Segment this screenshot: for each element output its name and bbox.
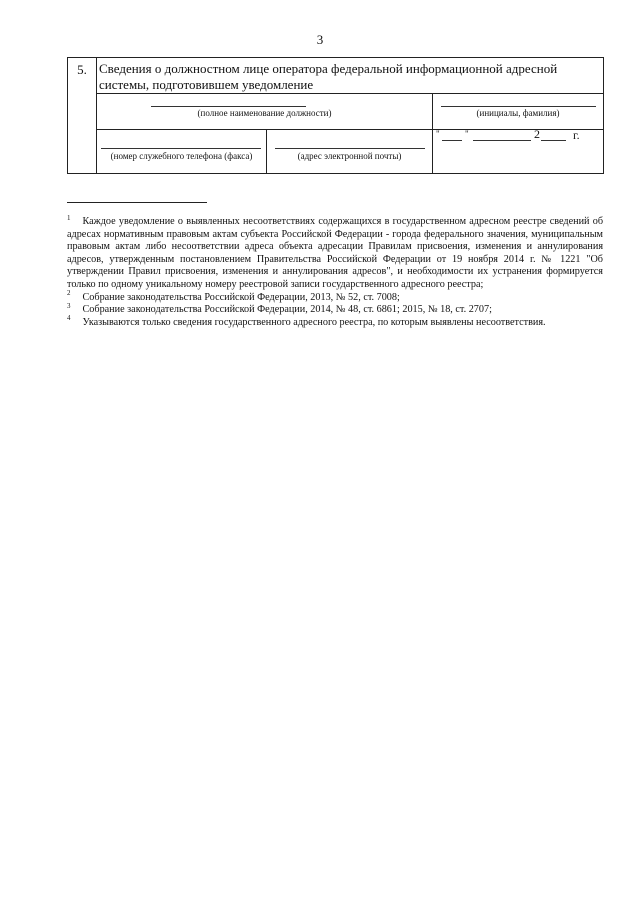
section-number: 5. bbox=[68, 58, 97, 174]
date-field[interactable] bbox=[433, 127, 604, 174]
phone-field[interactable] bbox=[97, 130, 267, 174]
footnote-1: $^1$ Каждое уведомление о выявленных несоответствиях содержащихся в государственном адресном реестре сведений об адресах нормативным правовым актам субъекта Российской Федерации - города федерального значения, муниципальным правовым актам либо несоответствии адреса объекта адресации Правилам присвоения, изменения и аннулирования адресов, утвержденным постановлением Правительства Российской Федерации от 19 ноября 2014 г. № 1221 "Об утверждении Правил присвоения, изменения и аннулирования адресов", и необходимости их устранения формируется только по одному уникальному номеру реестровой записи государственного адресного реестра; bbox=[67, 213, 603, 290]
footnote-2: $^2$ Собрание законодательства Российской Федерации, 2013, № 52, ст. 7008; bbox=[67, 289, 400, 303]
footnote-separator bbox=[67, 202, 207, 203]
page-number: 3 bbox=[316, 32, 324, 47]
date-quote-open: " bbox=[436, 129, 440, 139]
phone-caption: (номер служебного телефона (факса) bbox=[110, 151, 253, 161]
date-year-digit: 2 bbox=[534, 127, 540, 141]
footnote-3: $^3$ Собрание законодательства Российской Федерации, 2014, № 48, ст. 6861; 2015, № 18, ст. 2707; bbox=[67, 301, 492, 316]
position-caption: (полное наименование должности) bbox=[197, 108, 332, 118]
email-caption: (адрес электронной почты) bbox=[297, 151, 402, 161]
footnotes bbox=[67, 213, 603, 329]
date-quote-close: " bbox=[465, 129, 469, 139]
section-title: Сведения о должностном лице оператора федеральной информационной адресной системы, подготовившем уведомление bbox=[97, 58, 604, 94]
date-year-suffix: г. bbox=[573, 128, 580, 142]
footnote-4: $^4$ Указываются только сведения государственного адресного реестра, по которым выявлены несоответствия. bbox=[67, 314, 546, 328]
position-field[interactable] bbox=[97, 94, 433, 130]
name-field[interactable] bbox=[433, 94, 604, 130]
name-caption: (инициалы, фамилия) bbox=[476, 108, 560, 118]
official-info-table bbox=[67, 57, 604, 174]
email-field[interactable] bbox=[267, 130, 433, 174]
